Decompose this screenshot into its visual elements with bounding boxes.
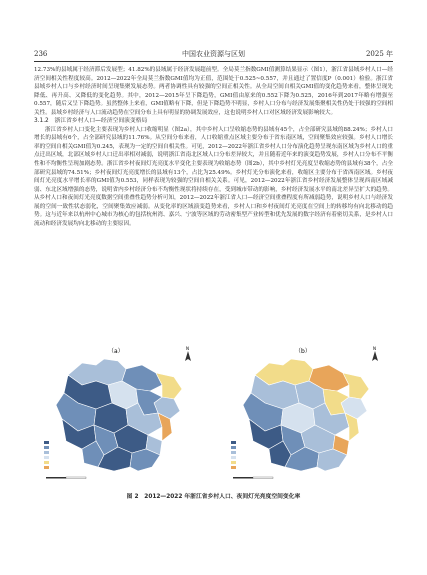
map-a-regions bbox=[56, 359, 182, 471]
page-number: 236 bbox=[34, 50, 48, 58]
journal-title: 中国农业资源与区划 bbox=[182, 50, 245, 58]
map-a-svg bbox=[38, 345, 203, 485]
map-panel-a bbox=[38, 345, 203, 485]
map-b-svg bbox=[225, 345, 390, 485]
svg-text:N: N bbox=[186, 346, 189, 351]
paragraph-1: 12.73%的县域属于经济滞后发展型；41.82%的县域属于经济发展超前型。全局莫兰指数GMI值测算结果显示（图1），浙江省县域乡村人口—经济空间相关性程度较高。2012—2022年全局莫兰指数GMI值均为正值，范围处于0.525~0.557，并且通过了置信度P（0.001）检验。浙江省县域乡村人口与乡村经济时间呈现集聚发展态势。两者协调性具有较强的空间正相关性。从全局空间自相关GMI值的变化趋势来看，整体呈现先降低、再升高、又降低的变化趋势。其中，2012—2015年呈下降趋势，GMI值由原来的0.552下降为0.525，2016年到2017年略有增强至0.557，随后又呈下降趋势。虽然整体上来看，GMI值略有下降，但是下降趋势不明显，乡村人口分布与经济发展集聚相关性仍处于较强的空间相关性。县域乡村经济与人口流动趋势在空间分布上具有明显的协调发展效应，这也说明乡村人口对区域经济发展影响较大。 bbox=[34, 67, 393, 116]
north-arrow-icon bbox=[372, 346, 378, 361]
paragraph-2: 浙江省乡村人口变化主要表现为乡村人口收缩明显（图2a），其中乡村人口呈收缩态势的县域有45个，占全部研究县域的88.24%；乡村人口增长的县域有6个，占全部研究县域的11.76%。从空间分布来看，人口收缩重点区域主要分布于省东南区域，空间聚集效应较强。乡村人口增长率的空间自相关GMI值为0.245，表现为一定的空间自相关性。可见，2012—2022年浙江省乡村人口分布演化趋势呈现东南区域为乡村人口的重点迁出区域，北部区域乡村人口迁出率相对减弱，说明浙江省南北区域人口分布差异较大，并且随着近年来的演变趋势发展，乡村人口分布不平衡性和不均衡性呈现加剧态势。浙江省乡村夜间灯光亮度水平变化主要表现为收缩态势（图2b），其中乡村灯光亮度呈收缩态势的县域有38个，占全部研究县域的74.51%；乡村夜间灯光亮度增长的县域有13个，占比为25.49%。乡村灯光分布演化来看，收缩区主要分布于省西南区域。乡村夜间灯光亮度水平增长率的GMI值为0.553，同样表现为较强的空间自相关关系。可见，2012—2022年浙江省乡村经济发展整体呈现西南区域减弱、东北区域增强的态势，说明省内乡村经济分布不均衡性现状将持续存在，受到城市带动的影响，乡村经济发展水平的南北差异呈扩大的趋势。从乡村人口和夜间灯光亮度数据空间重叠性趋势分析可知，2012—2022年浙江省人口—经济空间重叠程度有所减弱趋势，说明乡村人口与经济发展的空间一致性状态弱化，空间聚集效应减弱。从变化率的区域演变趋势来看，乡村人口和乡村夜间灯光亮度在空间上的转移均有向北移动的趋势。这与近年来以杭州中心城市为核心的包括杭州湾、嘉兴、宁波等区域的劳动密集型产业转型和优先发展的数字经济有着密切关系，是乡村人口流动和经济发展均向北移动的主要原因。 bbox=[34, 126, 393, 227]
panel-a-label: （a） bbox=[108, 348, 124, 355]
north-arrow-icon bbox=[185, 346, 191, 361]
scale-bar bbox=[46, 477, 86, 479]
map-b-regions bbox=[243, 359, 369, 471]
panel-b-label: （b） bbox=[295, 348, 311, 355]
section-heading: 3.1.2 浙江省乡村人口—经济空间演变格局 bbox=[34, 118, 148, 125]
figure-caption: 图 2 2012—2022 年浙江省乡村人口、夜间灯光亮度空间变化率 bbox=[126, 494, 301, 500]
map-b-legend bbox=[231, 441, 236, 469]
svg-text:N: N bbox=[373, 346, 376, 351]
scale-bar bbox=[233, 477, 273, 479]
header-rule bbox=[34, 61, 393, 62]
map-a-legend bbox=[44, 441, 49, 469]
figure-2 bbox=[38, 345, 390, 485]
journal-year: 2025 年 bbox=[365, 50, 393, 58]
body-text bbox=[34, 66, 393, 228]
map-panel-b bbox=[225, 345, 390, 485]
page-header bbox=[34, 48, 393, 60]
